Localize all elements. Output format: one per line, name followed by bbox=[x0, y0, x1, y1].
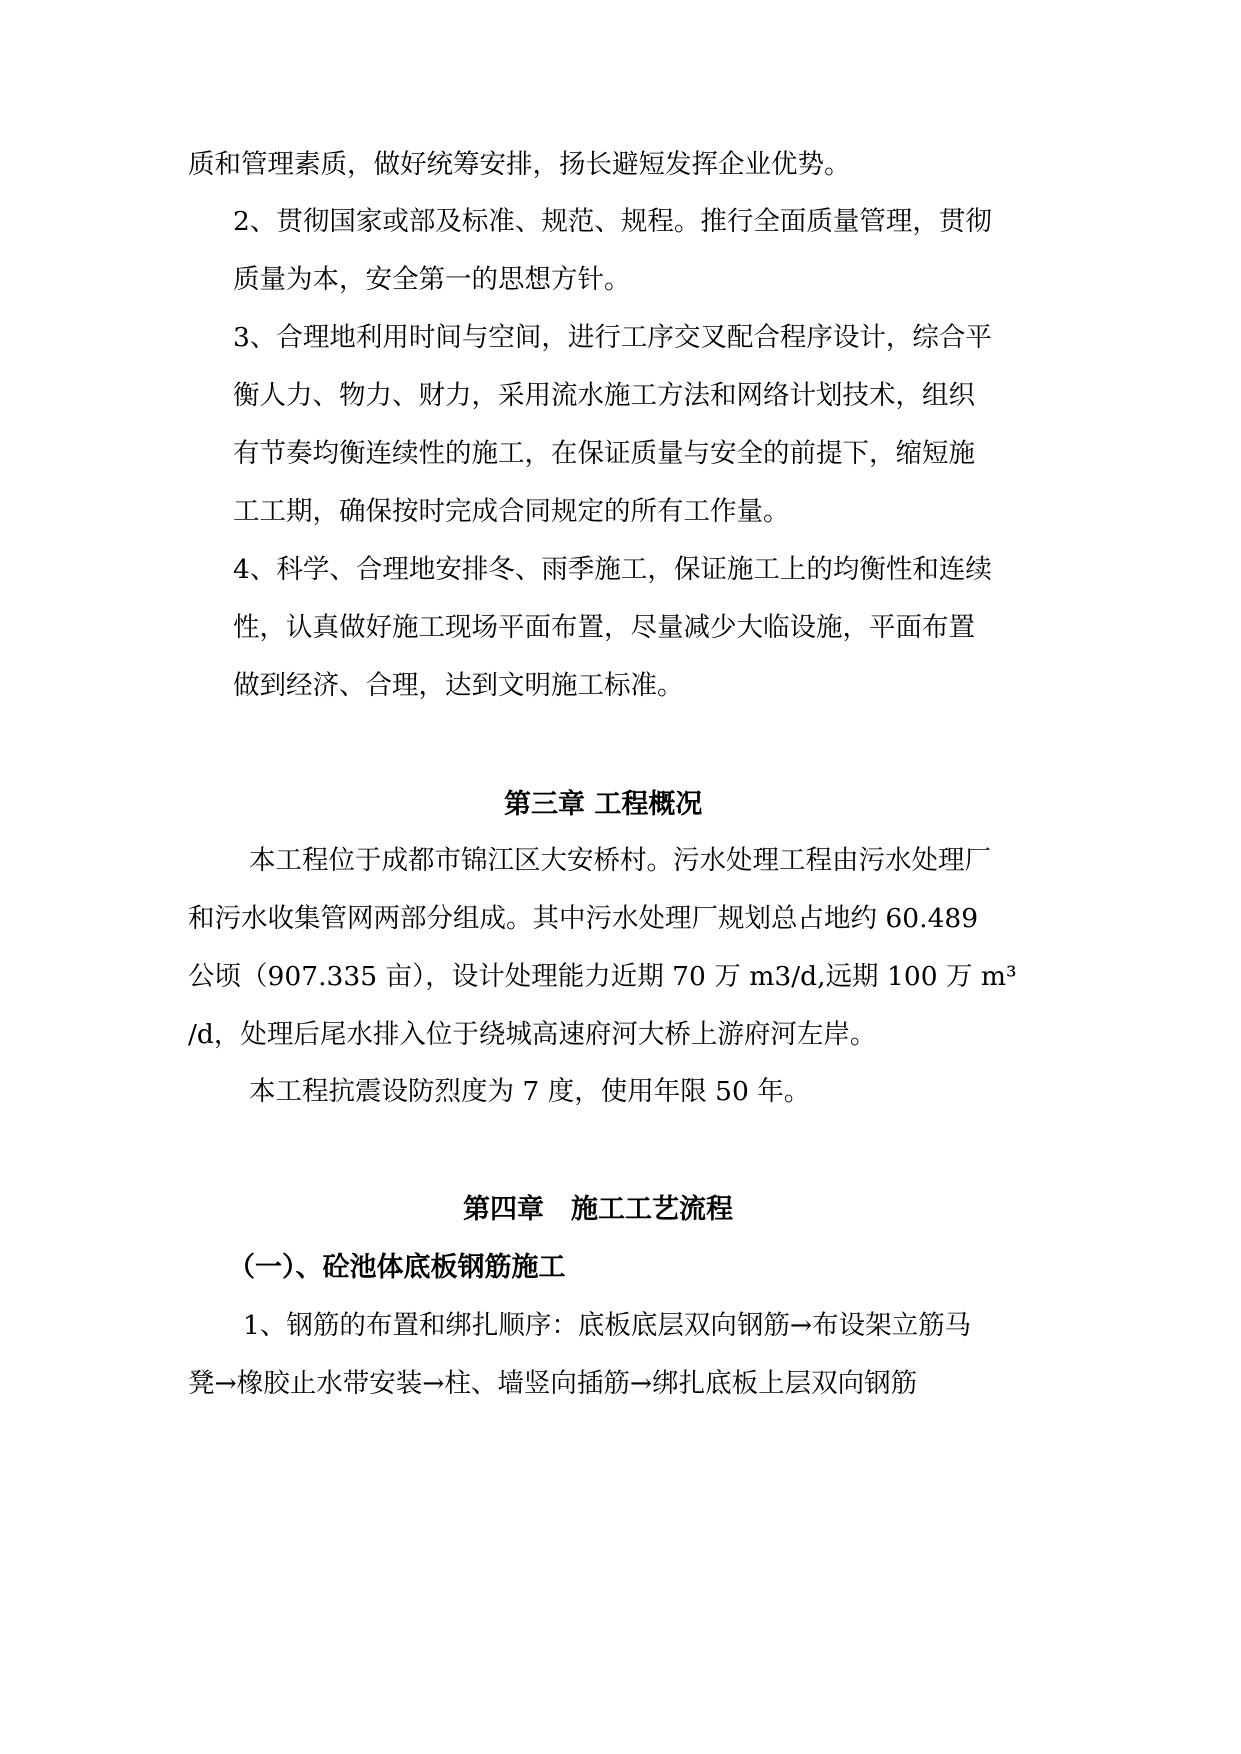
principle-4-line-3: 做到经济、合理，达到文明施工标准。 bbox=[233, 670, 684, 701]
chapter-3-para-1-line-3: 公顷（907.335 亩），设计处理能力近期 70 万 m3/d,远期 100 万 m³ bbox=[188, 961, 1017, 992]
principle-3-line-2: 衡人力、物力、财力，采用流水施工方法和网络计划技术，组织 bbox=[233, 380, 975, 411]
chapter-3-para-1-line-2: 和污水收集管网两部分组成。其中污水处理厂规划总占地约 60.489 bbox=[188, 903, 979, 934]
chapter-3-para-1-line-1: 本工程位于成都市锦江区大安桥村。污水处理工程由污水处理厂 bbox=[249, 845, 991, 876]
chapter-3-title: 第三章 工程概况 bbox=[504, 789, 703, 820]
chapter-3-para-1-line-4: /d，处理后尾水排入位于绕城高速府河大桥上游府河左岸。 bbox=[188, 1019, 877, 1050]
chapter-4-title: 第四章 施工工艺流程 bbox=[463, 1194, 733, 1225]
chapter-4-para-1-line-2: 凳→橡胶止水带安装→柱、墙竖向插筋→绑扎底板上层双向钢筋 bbox=[188, 1368, 918, 1399]
chapter-4-section-1-title: （一）、砼池体底板钢筋施工 bbox=[228, 1252, 566, 1283]
principle-3-line-4: 工工期，确保按时完成合同规定的所有工作量。 bbox=[233, 496, 790, 527]
principle-2-line-1: 2、贯彻国家或部及标准、规范、规程。推行全面质量管理，贯彻 bbox=[233, 206, 992, 237]
principle-3-line-3: 有节奏均衡连续性的施工，在保证质量与安全的前提下，缩短施 bbox=[233, 438, 975, 469]
principle-2-line-2: 质量为本，安全第一的思想方针。 bbox=[233, 264, 631, 295]
principle-4-line-2: 性，认真做好施工现场平面布置，尽量减少大临设施，平面布置 bbox=[233, 612, 975, 643]
principle-3-line-1: 3、合理地利用时间与空间，进行工序交叉配合程序设计，综合平 bbox=[233, 322, 992, 353]
intro-line: 质和管理素质，做好统筹安排，扬长避短发挥企业优势。 bbox=[188, 149, 851, 180]
chapter-3-para-2: 本工程抗震设防烈度为 7 度，使用年限 50 年。 bbox=[249, 1076, 811, 1107]
chapter-4-para-1-line-1: 1、钢筋的布置和绑扎顺序：底板底层双向钢筋→布设架立筋马 bbox=[243, 1310, 972, 1341]
principle-4-line-1: 4、科学、合理地安排冬、雨季施工，保证施工上的均衡性和连续 bbox=[233, 554, 992, 585]
